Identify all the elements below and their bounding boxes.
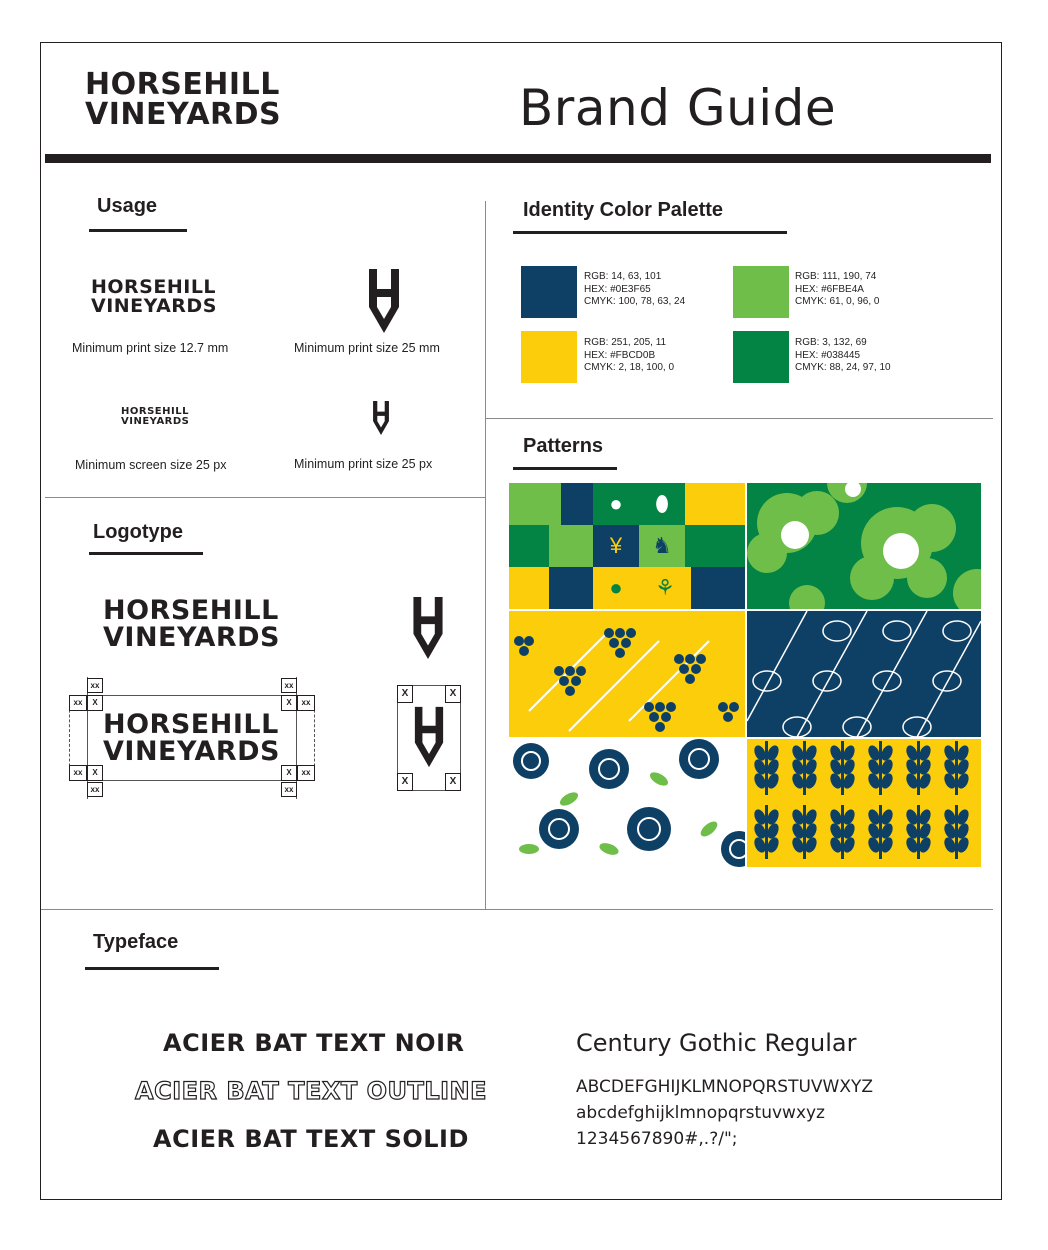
- rose-pattern: [509, 739, 745, 867]
- mark-box-tr: X: [445, 685, 461, 703]
- clearspace-box-bl: X: [87, 765, 103, 781]
- usage-heading: Usage: [97, 195, 158, 217]
- body-font-numerals: 1234567890#,.?/";: [576, 1129, 738, 1149]
- wordmark-clearspace-diagram: [67, 675, 317, 801]
- typeface-divider: [41, 909, 993, 910]
- column-divider: [485, 201, 486, 909]
- mark-box-tl: X: [397, 685, 413, 703]
- clearspace-box-tr-side: xx: [297, 695, 315, 711]
- logotype-heading: Logotype: [93, 521, 183, 543]
- usage-caption-4: Minimum print size 25 px: [294, 457, 433, 471]
- usage-logo-small: HORSEHILL VINEYARDS: [121, 406, 190, 427]
- header-logo: HORSEHILL VINEYARDS: [85, 67, 282, 132]
- pumpkin-pattern: [747, 611, 981, 737]
- header-divider: [45, 154, 991, 163]
- clearspace-box-bl-bottom: xx: [87, 782, 103, 797]
- color-swatch-light-green: [733, 266, 789, 318]
- mark-clearspace-diagram: [397, 685, 461, 791]
- apple-pattern-art: [747, 483, 981, 609]
- usage-logo-large: HORSEHILL VINEYARDS: [91, 276, 217, 317]
- typeface-underline: [85, 967, 219, 970]
- mark-box-br: X: [445, 773, 461, 791]
- grape-icon: ●: [593, 483, 639, 525]
- clearspace-box-br-side: xx: [297, 765, 315, 781]
- page-title: Brand Guide: [519, 79, 837, 137]
- color-info-light-green: RGB: 111, 190, 74 HEX: #6FBE4A CMYK: 61, 0, 96, 0: [795, 271, 880, 307]
- patterns-underline: [513, 467, 617, 470]
- logotype-mark-icon: [411, 595, 445, 661]
- rose-pattern-art: [509, 739, 745, 867]
- mosaic-cell: [549, 567, 593, 609]
- mosaic-cell: [685, 525, 745, 567]
- clearspace-box-bl-side: xx: [69, 765, 87, 781]
- mosaic-cell: [691, 567, 745, 609]
- color-swatch-green: [733, 331, 789, 383]
- palm-tree-icon: ⚘: [639, 567, 691, 609]
- mosaic-cell: [685, 483, 745, 525]
- usage-caption-2: Minimum print size 25 mm: [294, 341, 440, 355]
- grape-pattern: [509, 611, 745, 737]
- body-font-lowercase: abcdefghijklmnopqrstuvwxyz: [576, 1103, 825, 1123]
- horse-mark-small-icon: [372, 400, 390, 436]
- body-font-name: Century Gothic Regular: [576, 1029, 857, 1057]
- usage-caption-3: Minimum screen size 25 px: [75, 458, 227, 472]
- color-swatch-yellow: [521, 331, 577, 383]
- logotype-logo: HORSEHILL VINEYARDS: [103, 595, 280, 653]
- clearspace-box-tl-side: xx: [69, 695, 87, 711]
- color-info-green: RGB: 3, 132, 69 HEX: #038445 CMYK: 88, 24, 97, 10: [795, 337, 891, 373]
- mosaic-cell: [509, 525, 549, 567]
- palette-underline: [513, 231, 787, 234]
- color-info-yellow: RGB: 251, 205, 11 HEX: #FBCD0B CMYK: 2, 18, 100, 0: [584, 337, 675, 373]
- apple-pattern: [747, 483, 981, 609]
- color-swatch-navy: [521, 266, 577, 318]
- clearspace-box-tl: X: [87, 695, 103, 711]
- color-info-navy: RGB: 14, 63, 101 HEX: #0E3F65 CMYK: 100, 78, 63, 24: [584, 271, 686, 307]
- clearspace-box-br-bottom: xx: [281, 782, 297, 797]
- typeface-sample-outline: ACIER BAT TEXT OUTLINE: [135, 1077, 488, 1105]
- clearspace-logo: HORSEHILL VINEYARDS: [103, 709, 280, 767]
- apple-icon: ●: [593, 567, 639, 609]
- usage-divider: [45, 497, 485, 498]
- palette-heading: Identity Color Palette: [523, 199, 724, 221]
- horse-mark-icon: [367, 267, 401, 335]
- typeface-sample-solid: ACIER BAT TEXT SOLID: [153, 1125, 469, 1153]
- wheat-icon: ¥: [593, 525, 639, 567]
- body-font-uppercase: ABCDEFGHIJKLMNOPQRSTUVWXYZ: [576, 1077, 874, 1097]
- clearspace-box-br: X: [281, 765, 297, 781]
- horse-icon: ♞: [639, 525, 685, 567]
- palette-divider: [485, 418, 993, 419]
- logotype-underline: [89, 552, 203, 555]
- clearspace-box-tr: X: [281, 695, 297, 711]
- clearspace-mark-icon: [413, 703, 445, 771]
- mosaic-cell: [509, 567, 549, 609]
- mosaic-cell: [549, 525, 593, 567]
- typeface-sample-noir: ACIER BAT TEXT NOIR: [163, 1029, 465, 1057]
- wheat-pattern-art: [747, 739, 981, 867]
- grape-pattern-art: [509, 611, 745, 737]
- brand-guide-sheet: [40, 42, 1002, 1200]
- mark-box-bl: X: [397, 773, 413, 791]
- mosaic-cell: [509, 483, 561, 525]
- clearspace-box-tr-top: xx: [281, 678, 297, 693]
- usage-underline: [89, 229, 187, 232]
- pumpkin-icon: ⬮: [639, 483, 685, 525]
- patterns-heading: Patterns: [523, 435, 604, 457]
- wheat-pattern: [747, 739, 981, 867]
- pumpkin-pattern-art: [747, 611, 981, 737]
- icon-mosaic-pattern: [509, 483, 745, 609]
- mosaic-cell: [561, 483, 593, 525]
- typeface-heading: Typeface: [93, 931, 179, 953]
- clearspace-box-tl-top: xx: [87, 678, 103, 693]
- usage-caption-1: Minimum print size 12.7 mm: [72, 341, 229, 355]
